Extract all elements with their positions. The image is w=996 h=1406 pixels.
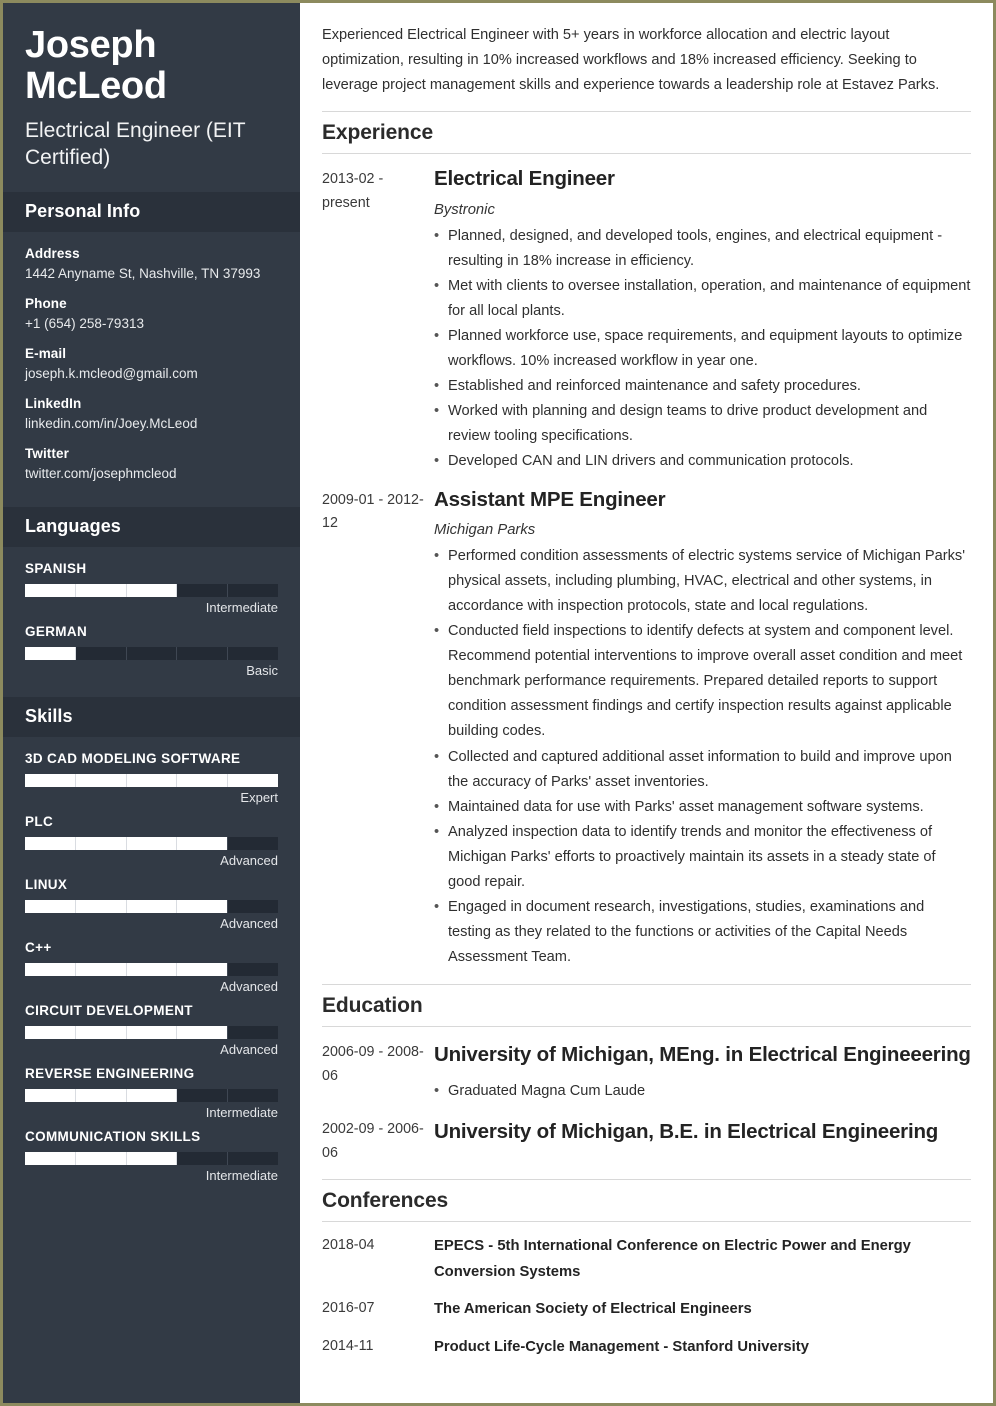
bar-tick: [228, 1089, 278, 1102]
conference-date: 2018-04: [322, 1237, 375, 1254]
conferences-list: [322, 1222, 971, 1360]
skill-item-bar-fill: [25, 774, 278, 787]
skill-item-label: CIRCUIT DEVELOPMENT: [25, 1002, 193, 1018]
experience-organization: Bystronic: [434, 201, 495, 218]
personal-info-item: [25, 246, 278, 283]
education-list: [322, 1027, 971, 1165]
experience-bullet: • Planned, designed, and developed tools, engines, and electrical equipment - resulting in 18% increase in efficiency.: [434, 224, 971, 274]
experience-date: 2013-02 - present: [322, 171, 384, 211]
skill-item-level: Expert: [240, 789, 278, 805]
personal-info-label: Address: [25, 245, 80, 261]
education-bullets: [434, 1079, 971, 1104]
language-item-label: SPANISH: [25, 560, 87, 576]
experience-bullet: • Maintained data for use with Parks' asset management software systems.: [434, 795, 971, 820]
personal-info-value: +1 (654) 258-79313: [25, 315, 144, 331]
conference-name: EPECS - 5th International Conference on Electric Power and Energy Conversion Systems: [434, 1238, 911, 1280]
section-title-languages: Languages: [25, 515, 121, 536]
personal-info-value: 1442 Anyname St, Nashville, TN 37993: [25, 265, 261, 281]
experience-bullet: • Performed condition assessments of electric systems service of Michigan Parks' physical assets, including plumbing, HVAC, electrical and other systems, in accordance with inspection protocols, state and local regulations.: [434, 544, 971, 619]
skill-item-level: Advanced: [220, 1041, 278, 1057]
skill-item-level: Intermediate: [205, 1167, 278, 1183]
education-entry: [322, 1027, 971, 1104]
personal-info-list: [3, 232, 300, 507]
experience-bullet: • Established and reinforced maintenance and safety procedures.: [434, 374, 971, 399]
experience-role: Electrical Engineer: [434, 167, 615, 191]
personal-info-item: [25, 396, 278, 433]
skill-item-level: Advanced: [220, 852, 278, 868]
education-body: [434, 1038, 971, 1104]
bar-tick: [177, 584, 228, 597]
personal-info-value: linkedin.com/in/Joey.McLeod: [25, 416, 198, 432]
skill-item-bar-fill: [25, 900, 227, 913]
education-title: University of Michigan, MEng. in Electrical Engineeering: [434, 1043, 971, 1067]
skill-item-bar-track: [25, 774, 278, 787]
experience-bullet: • Analyzed inspection data to identify trends and monitor the effectiveness of Michigan Parks' efforts to proactively maintain its assets in a steady state of good repair.: [434, 820, 971, 895]
bar-tick: [228, 584, 278, 597]
skill-item-bar-track: [25, 1026, 278, 1039]
language-item-level: Intermediate: [205, 599, 278, 615]
skill-item-bar-fill: [25, 1026, 227, 1039]
skill-item-level: Advanced: [220, 915, 278, 931]
conference-entry: [322, 1222, 971, 1285]
section-title-education: Education: [322, 984, 971, 1027]
bar-tick: [228, 647, 278, 660]
experience-date: 2009-01 - 2012-12: [322, 491, 424, 532]
language-item-bar-track: [25, 647, 278, 660]
skill-item: [25, 1129, 278, 1183]
section-title-personal-info: Personal Info: [25, 200, 141, 221]
job-title: Electrical Engineer (EIT Certified): [25, 119, 246, 169]
skill-item: [25, 940, 278, 994]
bar-tick: [228, 1026, 278, 1039]
language-item-bar-fill: [25, 584, 177, 597]
skill-item-bar-fill: [25, 837, 227, 850]
skill-item-bar-track: [25, 963, 278, 976]
skill-item-label: COMMUNICATION SKILLS: [25, 1128, 201, 1144]
bar-tick: [177, 1089, 228, 1102]
skill-item-level: Advanced: [220, 978, 278, 994]
language-item: [25, 561, 278, 615]
language-item-bar-fill: [25, 647, 76, 660]
main-column: [300, 3, 993, 1403]
language-item-level: Basic: [246, 662, 278, 678]
skill-item: [25, 877, 278, 931]
sidebar-section-header-languages: [3, 507, 300, 547]
language-item: [25, 624, 278, 678]
education-bullet: • Graduated Magna Cum Laude: [434, 1079, 971, 1104]
sidebar-section-header-skills: [3, 697, 300, 737]
personal-info-label: LinkedIn: [25, 396, 82, 412]
conference-date: 2014-11: [322, 1337, 374, 1354]
skill-item-level: Intermediate: [205, 1104, 278, 1120]
conference-entry: [322, 1285, 971, 1322]
bar-tick: [177, 647, 228, 660]
personal-info-item: [25, 296, 278, 333]
skill-item: [25, 1003, 278, 1057]
education-entry: [322, 1104, 971, 1165]
skills-list: [3, 737, 300, 1202]
experience-organization: Michigan Parks: [434, 521, 536, 538]
experience-bullet: • Conducted field inspections to identify defects at system and component level. Recommend potential interventions to improve overall asset condition and meet benchmark performance requirements. Prepared detailed reports to support condition assessment findings and certify inspection results against applicable building codes.: [434, 619, 971, 744]
skill-item-bar-fill: [25, 1089, 177, 1102]
skill-item-label: LINUX: [25, 876, 68, 892]
bar-tick: [228, 1152, 278, 1165]
personal-info-label: Twitter: [25, 446, 69, 462]
experience-bullet: • Planned workforce use, space requirements, and equipment layouts to optimize workflows. 10% increased workflow in year one.: [434, 324, 971, 374]
bar-tick: [228, 963, 278, 976]
skill-item-bar-track: [25, 837, 278, 850]
experience-bullet: • Collected and captured additional asset information to build and improve upon the accuracy of Parks' asset inventories.: [434, 745, 971, 795]
skill-item-label: C++: [25, 939, 52, 955]
education-date: 2002-09 - 2006-06: [322, 1121, 424, 1161]
sidebar-section-header-personal-info: [3, 192, 300, 232]
page-title: Joseph McLeod: [25, 24, 167, 108]
experience-bullet: • Engaged in document research, investigations, studies, examinations and testing as they related to the functions or activities of the Capital Needs Assessment Team.: [434, 895, 971, 970]
skill-item-bar-fill: [25, 963, 227, 976]
personal-info-value: twitter.com/josephmcleod: [25, 466, 177, 482]
section-title-experience: Experience: [322, 111, 971, 154]
section-title-conferences: Conferences: [322, 1179, 971, 1222]
experience-bullet: • Developed CAN and LIN drivers and communication protocols.: [434, 449, 971, 474]
personal-info-label: Phone: [25, 295, 67, 311]
professional-summary: Experienced Electrical Engineer with 5+ years in workforce allocation and electric layout optimization, resulting in 10% increased workflows and 18% increased efficiency. Seeking to leverage project management skills and experience towards a leadership role at Estavez Parks.: [322, 27, 940, 94]
skill-item-label: PLC: [25, 813, 54, 829]
personal-info-item: [25, 446, 278, 483]
conference-date: 2016-07: [322, 1300, 375, 1317]
skill-item-bar-track: [25, 900, 278, 913]
name-block: [3, 3, 300, 192]
experience-body: [434, 165, 971, 474]
bar-tick: [76, 647, 127, 660]
skill-item: [25, 751, 278, 805]
personal-info-value: joseph.k.mcleod@gmail.com: [25, 366, 198, 382]
languages-list: [3, 547, 300, 697]
skill-item-bar-track: [25, 1152, 278, 1165]
experience-bullets: [434, 544, 971, 971]
experience-role: Assistant MPE Engineer: [434, 487, 666, 511]
experience-bullets: [434, 224, 971, 475]
bar-tick: [127, 647, 178, 660]
education-title: University of Michigan, B.E. in Electrical Engineering: [434, 1120, 939, 1144]
skill-item-label: 3D CAD MODELING SOFTWARE: [25, 750, 241, 766]
skill-item-label: REVERSE ENGINEERING: [25, 1065, 195, 1081]
experience-body: [434, 486, 971, 971]
skill-item: [25, 814, 278, 868]
experience-list: [322, 154, 971, 970]
bar-tick: [228, 837, 278, 850]
section-title-skills: Skills: [25, 705, 73, 726]
bar-tick: [228, 900, 278, 913]
experience-entry: [322, 154, 971, 474]
experience-entry: [322, 475, 971, 971]
education-body: [434, 1115, 971, 1150]
language-item-bar-track: [25, 584, 278, 597]
personal-info-label: E-mail: [25, 346, 67, 362]
conference-entry: [322, 1323, 971, 1360]
bar-tick: [177, 1152, 228, 1165]
experience-bullet: • Met with clients to oversee installation, operation, and maintenance of equipment for all local plants.: [434, 274, 971, 324]
language-item-label: GERMAN: [25, 623, 88, 639]
personal-info-item: [25, 346, 278, 383]
conference-name: Product Life-Cycle Management - Stanford University: [434, 1338, 809, 1355]
experience-bullet: • Worked with planning and design teams to drive product development and review tooling specifications.: [434, 399, 971, 449]
conference-name: The American Society of Electrical Engineers: [434, 1301, 752, 1318]
sidebar: [3, 3, 300, 1403]
education-date: 2006-09 - 2008-06: [322, 1044, 424, 1084]
skill-item-bar-fill: [25, 1152, 177, 1165]
skill-item-bar-track: [25, 1089, 278, 1102]
skill-item: [25, 1066, 278, 1120]
